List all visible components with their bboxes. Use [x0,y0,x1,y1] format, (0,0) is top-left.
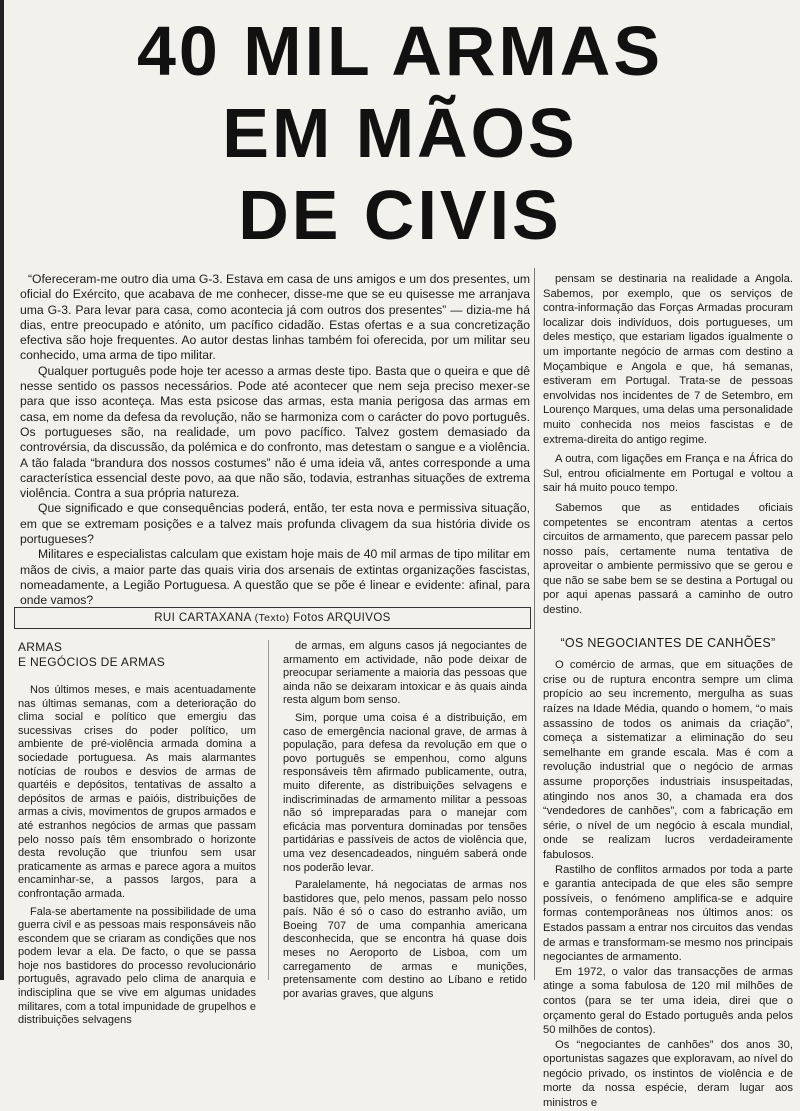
lead-paragraph: Militares e especialistas calculam que existam hoje mais de 40 mil armas de tipo militar em mãos de civis, a maior parte das quais viria dos arsenais de extintas organizações fascistas, nomeadamente, a Legião Portuguesa. A questão que se põe é linear e evidente: afinal, para onde vamos? [20,547,530,608]
column-divider [268,640,269,980]
body-paragraph: de armas, em alguns casos já negociantes de armamento em actividade, não pode deixar de preocupar seriamente a maioria das pessoas que ainda não se deixaram intoxicar e às quais ainda resta algum bom senso. [283,640,527,707]
headline-line-1: 40 MIL ARMAS [136,12,664,90]
body-paragraph: pensam se destinaria na realidade a Angola. Sabemos, por exemplo, que os serviços de contra-informação das Forças Armadas procuram localizar dois indivíduos, dois portugueses, um deles mestiço, que estariam ligados igualmente o um importante negócio de armas com destino a Moçambique e Angola e que, há semanas, estiveram em Portugal. Trata-se de pessoas envolvidas nos incidentes de 7 de Setembro, em Lourenço Marques, uma delas uma personalidade muito conhecida nos meios fascistas e de extrema-direita do antigo regime. [543,273,793,446]
column-divider [534,268,535,980]
body-paragraph: Em 1972, o valor das transacções de armas atinge a soma fabulosa de 120 mil milhões de contos (para se ter uma ideia, direi que o orçamento geral do Estado português anda pelos 50 milhões de contos). [543,965,793,1037]
column-2 [283,640,527,1005]
column-1 [18,640,256,1032]
right-column [543,272,793,1111]
lead-paragraph: “Ofereceram-me outro dia uma G-3. Estava em casa de uns amigos e um dos presentes, um oficial do Exército, que acabava de me conhecer, disse-me que se eu quisesse me arranjava uma G-3. Para levar para casa, como acontecia já com outros dos presentes” — dizia-me há dias, entre preocupado e atónito, um pacífico cidadão. Estas ofertas e a sua concretização efectiva são hoje frequentes. Ao autor destas linhas também foi oferecida, por um militar seu conhecido, uma arma de tipo militar. [20,272,530,363]
body-paragraph: Fala-se abertamente na possibilidade de uma guerra civil e as pessoas mais responsáveis não escondem que se criaram as condições que nos podem levar a ela. De facto, o que se passa hoje nos bastidores do processo revolucionário português, agravado pelo clima de anarquia e indisciplina que se vive em algumas unidades militares, com a total impunidade de grupelhos e distribuições selvagens [18,905,256,1027]
lead-paragraph: Que significado e que consequências poderá, então, ter esta nova e permissiva situação, em que se extremam posições e a talvez mais profunda clivagem da sua história divide os portugueses? [20,501,530,547]
lead-paragraph: Qualquer português pode hoje ter acesso a armas deste tipo. Basta que o queira e que dê nesse sentido os passos necessários. Pode até acontecer que nem seja preciso mexer-se para que isso aconteça. Mas esta psicose das armas, esta mania perigosa das armas em casa, em nome da defesa da revolução, não se harmoniza com o carácter do povo português. Os portugueses são, na realidade, um povo pacífico. Talvez gostem demasiado da controvérsia, da discussão, da polémica e do confronto, mas detestam o sangue e a violência. A tão falada “brandura dos nossos costumes” não é uma ideia vã, antes corresponde a uma característica essencial deste povo, aa que não são, todavia, estranhas situações de extrema violência. Contra a sua própria natureza. [20,363,530,501]
byline-box [14,607,531,629]
section-heading-line-1: ARMAS [18,640,63,654]
headline-line-2: EM MÃOS [222,94,578,172]
body-paragraph: A outra, com ligações em França e na África do Sul, entrou oficialmente em Portugal e voltou a sair há muito pouco tempo. [543,453,793,495]
body-paragraph: Sabemos que as entidades oficiais competentes se encontram atentas a certos circuitos de armamento, que parecem passar pelo nosso país, certamente numa tentativa de aproveitar o ambiente permissivo que se gerou e que não se sabe bem se se destina a Portugal ou por aqui apenas passará a caminho de outro destino. [543,501,793,617]
section-heading [18,640,256,670]
body-paragraph: O comércio de armas, que em situações de crise ou de ruptura encontra sempre um clima propício ao seu incremento, mergulha as suas raízes na Idade Média, quando o homem, “o mais assassino de todos os animais da criação”, começa a sistematizar a eliminação do seu semelhante em grande escala. Mas é com a revolução industrial que o negócio de armas assume proporções industriais insuspeitadas, atingindo nos anos 30, a chamada era dos “vendedores de canhões”, com a fabricação em série, o nível de um negócio à escala mundial, onde se realizam lucros verdadeiramente fabulosos. [543,659,793,861]
body-paragraph: Os “negociantes de canhões” dos anos 30, oportunistas sagazes que exploravam, ao nível do negócio privado, os instintos de violência e de morte da nossa espécie, deram lugar aos ministros e [543,1038,793,1110]
body-paragraph: Rastilho de conflitos armados por toda a parte e garantia antecipada de que eles são sempre possíveis, o fenómeno amplifica-se e adquire formas contemporâneas nos últimos anos: os Estados passam a entrar nos circuitos das vendas de armas e transformam-se mesmo nos principais negociantes de armamento. [543,863,793,964]
body-paragraph: Paralelamente, há negociatas de armas nos bastidores que, pelo menos, passam pelo nosso país. Não é só o caso do estranho avião, um Boeing 707 de uma companhia americana desconhecida, que se encontra há quase dois meses no Aeroporto de Lisboa, com um carregamento de armas e munições, pretensamente com destino ao Líbano e retido por avarias graves, que alguns [283,879,527,1000]
author-role: (Texto) [254,612,290,624]
photo-credit: Fotos ARQUIVOS [293,612,391,624]
headline [0,10,800,256]
headline-line-3: DE CIVIS [238,176,562,254]
body-paragraph: Nos últimos meses, e mais acentuadamente nas últimas semanas, com a deterioração do clima social e político que emergiu das sucessivas crises do poder político, um ambiente de pré-violência armada domina a sociedade portuguesa. As mais alarmantes notícias de roubos e desvios de armas de quartéis e depósitos, tentativas de assalto a depósitos de armas e paióis, distribuições de armas a civis, movimentos de grupos armados e até estranhos negócios de armas que passam pelo nosso país têm ensombrado o horizonte desta revolução que triunfou sem usar praticamente as armas e parece agora a muitos encaminhar-se, a passos largos, para a confrontação armada. [18,684,256,900]
section-subheading: “OS NEGOCIANTES DE CANHÕES” [560,635,776,650]
lead-text [20,272,530,609]
body-paragraph: Sim, porque uma coisa é a distribuição, em caso de emergência nacional grave, de armas à população, para defesa da revolução em que o povo português se empenhou, como alguns responsáveis têm afirmado publicamente, outra, muito diferente, as distribuições selvagens e indiscriminadas de armamento militar a pessoas não só impreparadas para o manejar com eficácia mas porventura dominadas por tensões partidárias e passíveis de actos de violência que, uma vez desencadeados, ninguém saberá onde nos poderão levar. [283,711,527,874]
section-heading-line-2: E NEGÓCIOS DE ARMAS [18,655,166,669]
author-name: RUI CARTAXANA [154,612,252,624]
